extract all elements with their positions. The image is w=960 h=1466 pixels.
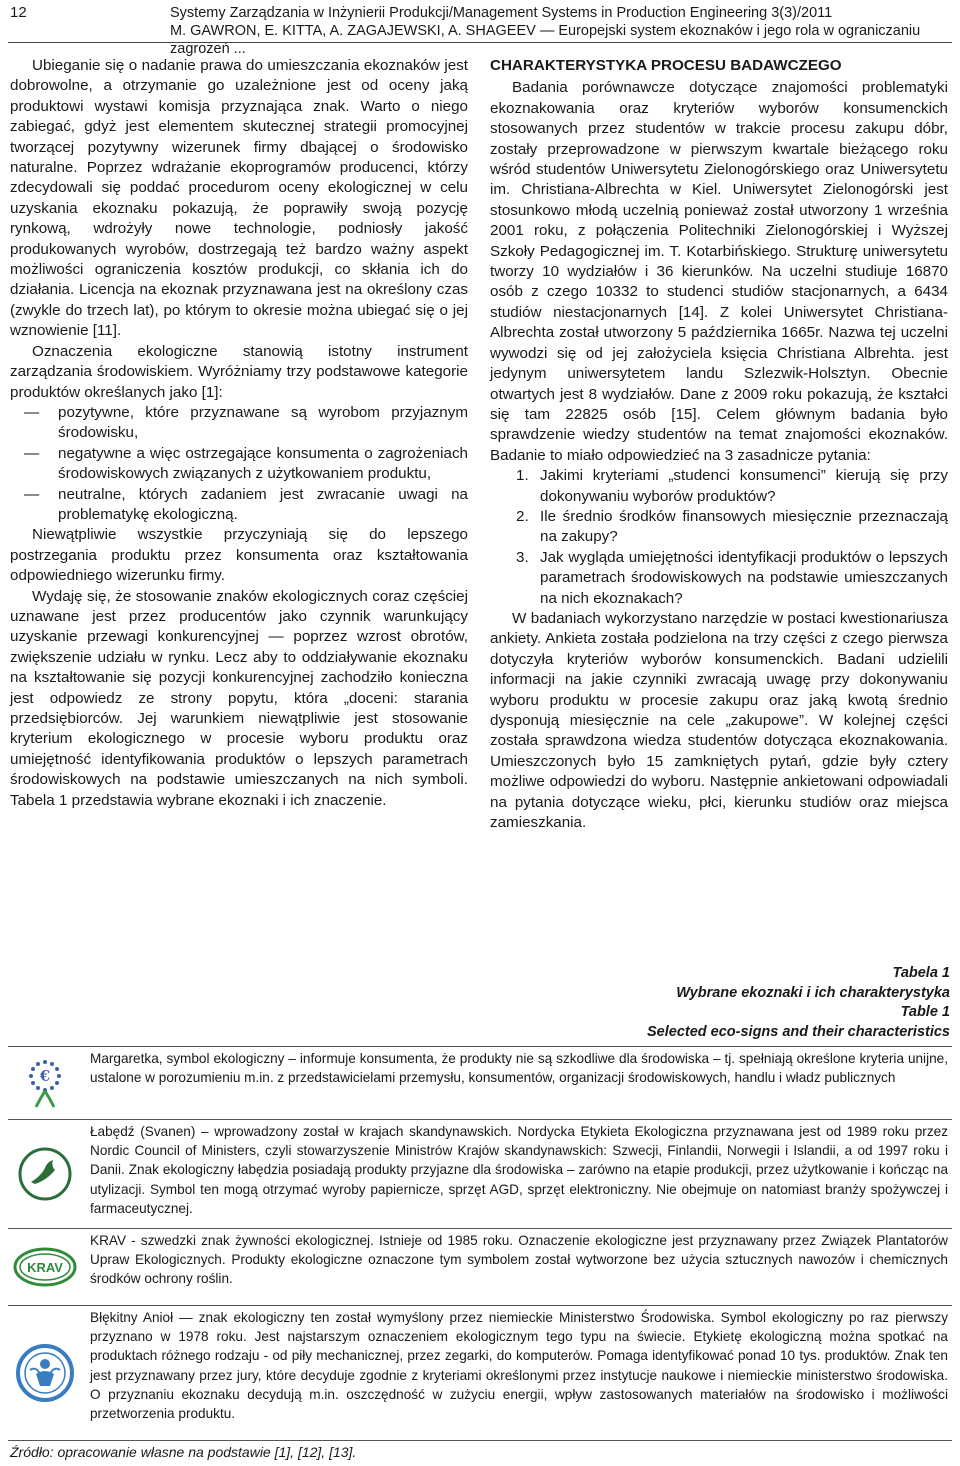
- paragraph: Ubieganie się o nadanie prawa do umieszczania ekoznaków jest dobrowolne, a otrzymanie go uzależnione jest od oceny jaką produktowi wystawi komisja przyznająca znak. Warto o niego zabiegać, gdyż jest elementem skutecznej strategii promocyjnej tworzącej pozytywny wizerunek firmy dbającej o środowisko naturalne. Poprzez wdrażanie ekoprogramów producenci, którzy zdecydowali się poddać procedurom oceny ekologicznej w celu uzyskania ekoznaku pokazują, że poprawiły swoją pozycję rynkową, wdrożyły nowe technologie, podniosły jakość produkowanych wyrobów, dostrzegają też bardzo ważny aspekt możliwości ograniczenia kosztów produkcji, co skłania ich do działania. Licencja na ekoznak przyznawana jest na określony czas (zwykle do trzech lat), po którym to okresie można ubiegać się o jej wznowienie [11].: [10, 57, 468, 340]
- running-head: [170, 4, 952, 58]
- eu-flower-icon: [8, 1047, 82, 1119]
- svg-text:€: €: [39, 1067, 51, 1085]
- ecolabel-table: [8, 1046, 952, 1441]
- table-title-pl: Wybrane ekoznaki i ich charakterystyka: [676, 984, 950, 1001]
- ecolabel-description: Błękitny Anioł — znak ekologiczny ten został wymyślony przez niemieckie Ministerstwo Środowiska. Symbol ekologiczny po raz pierwszy przyznano w 1978 roku. Jest najstarszym oznaczeniem ekologicznym tego typu na świecie. Etykietę ekologiczną można spotkać na produktach różnego rodzaju - od piły mechanicznej, przez zegarki, do komputerów. Pomaga identyfikować ponad 10 tys. produktów. Znak ten jest przyznawany przez jury, które decyduje zgodnie z kryteriami określonymi przez instytucje naukowe i niemieckie ministerstwo środowiska. O przyznaniu ekoznaku decydują m.in. oszczędność w zużyciu energii, wpływ zastosowanych materiałów na środowisko i możliwości przetworzenia produktu.: [90, 1310, 948, 1422]
- table-caption: [647, 964, 950, 1042]
- article-authors-title: M. GAWRON, E. KITTA, A. ZAGAJEWSKI, A. SHAGEEV — Europejski system ekoznaków i jego rola w ograniczaniu zagrożeń ...: [170, 23, 921, 57]
- right-column: [490, 56, 948, 833]
- nordic-swan-icon: [8, 1120, 82, 1228]
- paragraph: Oznaczenia ekologiczne stanowią istotny instrument zarządzania środowiskiem. Wyróżniamy trzy podstawowe kategorie produktów określanych jako [1]:: [10, 342, 468, 401]
- header-divider: [8, 42, 952, 43]
- list-item: — negatywne a więc ostrzegające konsumenta o zagrożeniach środowiskowych związanych z użytkowaniem produktu,: [10, 444, 468, 485]
- research-questions: [490, 466, 948, 609]
- table-row: [8, 1229, 952, 1306]
- paragraph: Wydaję się, że stosowanie znaków ekologicznych coraz częściej uznawane jest przez producentów jako czynnik warunkujący uzyskanie przewagi konkurencyjnej — poprzez wzrost obrotów, zwiększenie udziału w rynku. Lecz aby to oddziaływanie ekoznaku na kształtowanie się pozycji konkurencyjnej zachodziło konieczna jest odpowiedz ze strony popytu, która „doceni: starania przedsiębiorców. Jej warunkiem niewątpliwie jest stosowanie kryterium ekologicznego w procesie wyboru produktu oraz umiejętność identyfikowania produktów o lepszych parametrach środowiskowych na podstawie umieszczanych na nich symboli. Tabela 1 przedstawia wybrane ekoznaki i ich znaczenie.: [10, 587, 468, 809]
- krav-icon: [8, 1229, 82, 1305]
- table-source-note: Źródło: opracowanie własne na podstawie [1], [12], [13].: [10, 1444, 357, 1460]
- list-item: — pozytywne, które przyznawane są wyrobom przyjaznym środowisku,: [10, 403, 468, 444]
- category-list: [10, 403, 468, 525]
- table-row: [8, 1047, 952, 1120]
- blue-angel-icon: [8, 1306, 82, 1440]
- ecolabel-description: KRAV - szwedzki znak żywności ekologicznej. Istnieje od 1985 roku. Oznaczenie ekologiczne jest przyznawany przez Związek Plantatorów Upraw Ekologicznych. Produkty ekologiczne oznaczone tym symbolem został wytworzone bez użycia sztucznych nawozów i chemicznych środków ochrony roślin.: [90, 1233, 948, 1287]
- krav-logo-text: KRAV: [27, 1260, 63, 1275]
- list-item: — neutralne, których zadaniem jest zwracanie uwagi na problematykę ekologiczną.: [10, 485, 468, 526]
- paragraph: Badania porównawcze dotyczące znajomości problematyki ekoznakowania oraz kryteriów wyborów konsumenckich stosowanych przez studentów w trakcie procesu zakupu dóbr, zostały przeprowadzone w pierwszym kwartale bieżącego roku wśród studentów Uniwersytetu Zielonogórskiego oraz Uniwersytetu im. Christiana-Albrechta w Kiel. Uniwersytet Zielonogórski jest stosunkowo młodą uczelnią ponieważ został utworzony 1 września 2001 roku, z połączenia Politechniki Zielonogórskiej i Wyższej Szkoły Pedagogicznej im. T. Kotarbińskiego. Strukturę uniwersytetu tworzy 10 wydziałów i 36 kierunków. Na uczelni studiuje 16870 osób z czego 10332 to studenci studiów stacjonarnych, a 6434 studiów niestacjonarnych [14]. Z kolei Uniwersytet Christiana-Albrechta został utworzony 5 października 1665r. Nazwa tej uczelni wywodzi się od jej założyciela księcia Christiana Albrehta. jest jedynym uniwersytetem landu Szlezwik-Holsztyn. Obecnie otwartych jest 8 wydziałów. Dane z 2009 roku pokazują, że kształci się tam 22825 osób [15]. Celem głównym badania było sprawdzenie wiedzy studentów na temat znajomości ekoznaków. Badanie to miało odpowiedzieć na 3 zasadnicze pytania:: [490, 79, 948, 464]
- table-title-en: Selected eco-signs and their characteristics: [646, 1023, 950, 1040]
- paragraph: W badaniach wykorzystano narzędzie w postaci kwestionariusza ankiety. Ankieta została podzielona na trzy części z czego pierwsza dotyczyła kryteriów wyborów konsumenckich. Badani udzielili informacji na jakie czynniki zwracają uwagę przy dokonywaniu wyboru produktu w procesie zakupu oraz jaką kwotą średnio dysponują miesięcznie na cele „zakupowe”. W kolejnej części została sprawdzona wiedza studentów dotycząca ekoznakowania. Umieszczonych było 15 zamkniętych pytań, gdzie były cztery możliwe odpowiedzi do wyboru. Następnie ankietowani odpowiadali na pytania dotyczące wieku, płci, kierunku studiów oraz miejsca zamieszkania.: [490, 609, 948, 832]
- list-item: 3. Jak wygląda umiejętności identyfikacji produktów o lepszych parametrach środowiskowych na podstawie umieszczanych na nich ekoznakach?: [516, 548, 948, 607]
- left-column: [10, 56, 468, 811]
- table-label-en: Table 1: [900, 1004, 950, 1021]
- table-row: [8, 1306, 952, 1441]
- section-heading: CHARAKTERYSTYKA PROCESU BADAWCZEGO: [490, 57, 842, 74]
- list-item: 2. Ile średnio środków finansowych miesięcznie przeznaczają na zakupy?: [516, 507, 948, 546]
- ecolabel-description: Łabędź (Svanen) – wprowadzony został w krajach skandynawskich. Nordycka Etykieta Ekologiczna przyznawana jest od 1989 roku przez Nordic Council of Ministers, czyli stowarzyszenie Ministrów Krajów skandynawskich: Szwecji, Finlandii, Norwegii i Islandii, a od 1997 roku i Danii. Znak ekologiczny łabędzia posiadają produkty przyjazne dla środowiska – zarówno na etapie produkcji, przez użytkowanie i kończąc na utylizacji. Symbol ten mogą otrzymać wyroby papiernicze, sprzęt AGD, sprzęt elektroniczny. Nie obejmuje on natomiast branży spożywczej i farmaceutycznej.: [90, 1124, 948, 1216]
- journal-title: Systemy Zarządzania w Inżynierii Produkcji/Management Systems in Production Engineering 3(3)/2011: [170, 5, 833, 21]
- paragraph: Niewątpliwie wszystkie przyczyniają się do lepszego postrzegania produktu przez konsumenta oraz kształtowania odpowiedniego wizerunku firmy.: [10, 526, 468, 585]
- ecolabel-description: Margaretka, symbol ekologiczny – informuje konsumenta, że produkty nie są szkodliwe dla środowiska – tj. spełniają określone kryteria unijne, ustalone w porozumieniu m.in. z przedstawicielami przemysłu, konsumentów, organizacji środowiskowych, handlu i władz publicznych: [90, 1051, 948, 1086]
- list-item: 1. Jakimi kryteriami „studenci konsumenci” kierują się przy dokonywaniu wyborów produktów?: [516, 467, 948, 505]
- table-label-pl: Tabela 1: [892, 965, 950, 981]
- page-number: 12: [10, 4, 27, 21]
- table-row: [8, 1120, 952, 1229]
